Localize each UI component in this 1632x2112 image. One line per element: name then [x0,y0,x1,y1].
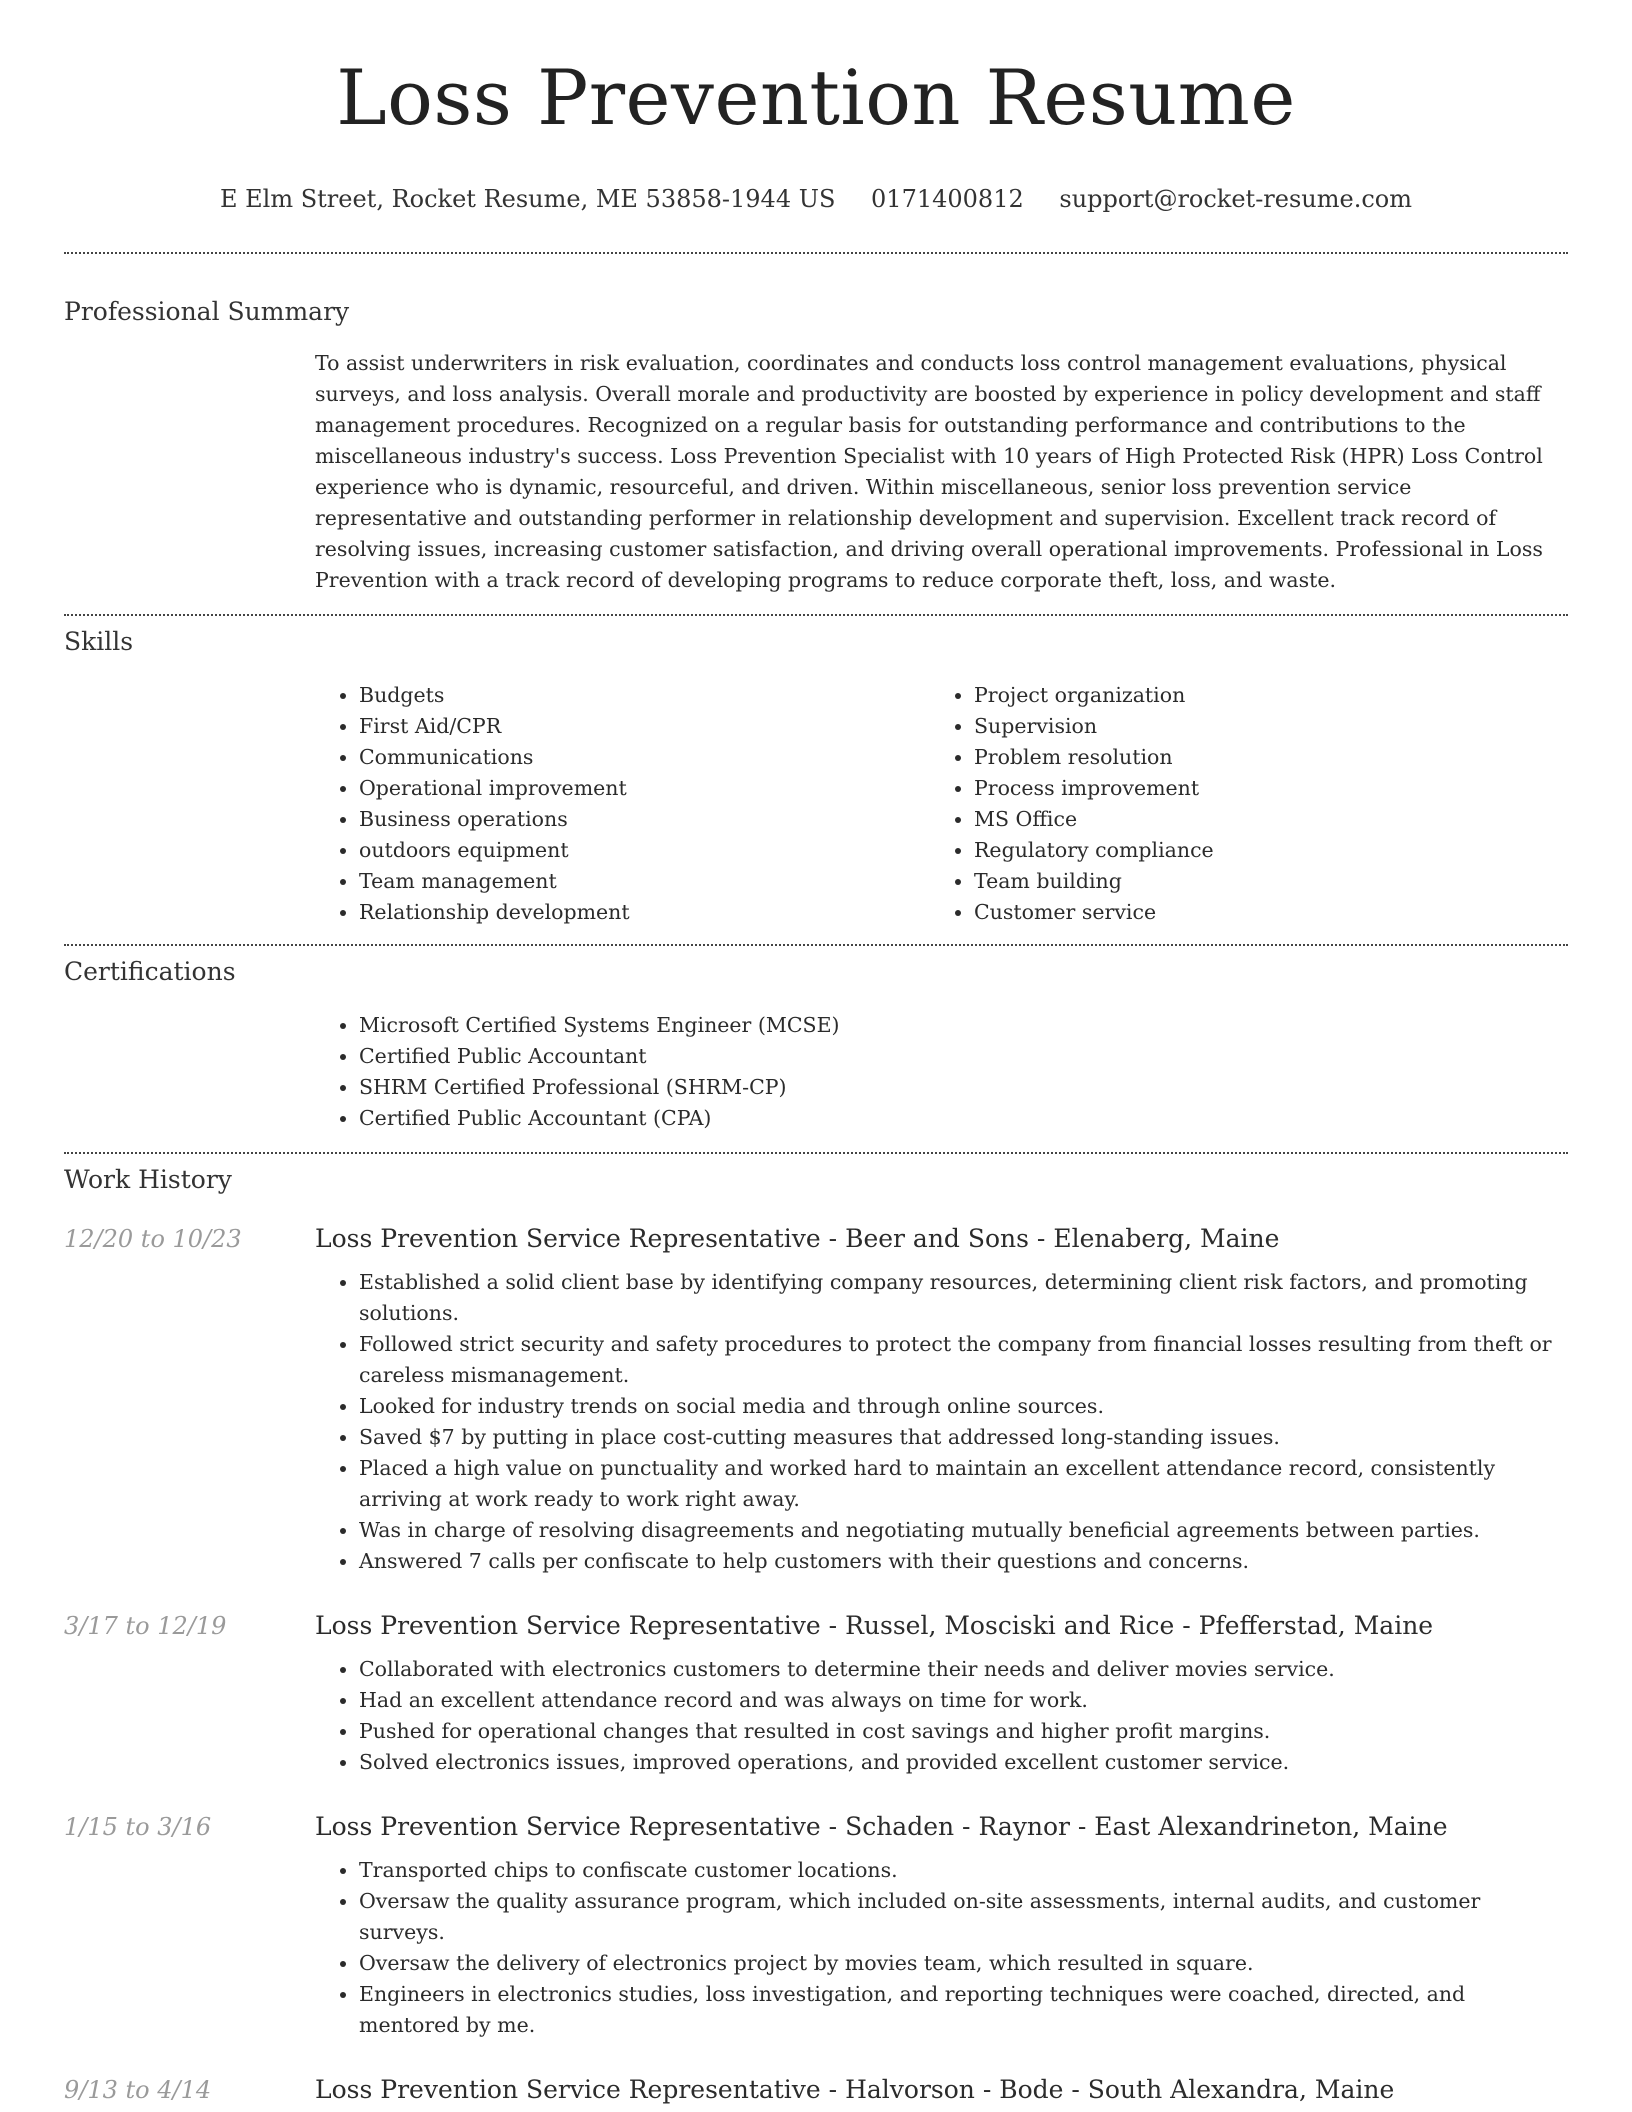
resume-page [64,0,1568,2104]
skill-item: • Project organization [974,680,1545,711]
skill-item: • Process improvement [974,773,1545,804]
skill-item: • Communications [359,742,930,773]
job-bullet: • Looked for industry trends on social media and through online sources. [359,1391,1568,1422]
section-title-skills: Skills [64,627,134,656]
job-dates: 9/13 to 4/14 [64,2076,212,2104]
job-header [64,2075,1568,2104]
job-entry [64,1224,1568,1577]
skill-item: • Relationship development [359,897,930,928]
skill-item: • Supervision [974,711,1545,742]
job-bullet: • Placed a high value on punctuality and worked hard to maintain an excellent attendance record, consistently arriving at work ready to work right away. [359,1453,1568,1515]
divider-header [64,252,1568,254]
job-bullet: • Oversaw the delivery of electronics project by movies team, which resulted in square. [359,1948,1568,1979]
divider-certifications [64,1152,1568,1154]
job-title: Loss Prevention Service Representative - Beer and Sons - Elenaberg, Maine [315,1224,1280,1253]
summary-text: To assist underwriters in risk evaluation, coordinates and conducts loss control management evaluations, physical surveys, and loss analysis. Overall morale and productivity are boosted by experience in policy development and staff management procedures. Recognized on a regular basis for outstanding performance and contributions to the miscellaneous industry's success. Loss Prevention Specialist with 10 years of High Protected Risk (HPR) Loss Control experience who is dynamic, resourceful, and driven. Within miscellaneous, senior loss prevention service representative and outstanding performer in relationship development and supervision. Excellent track record of resolving issues, increasing customer satisfaction, and driving overall operational improvements. Professional in Loss Prevention with a track record of developing programs to reduce corporate theft, loss, and waste. [315,351,1543,592]
skill-item: • First Aid/CPR [359,711,930,742]
certification-item: • SHRM Certified Professional (SHRM-CP) [359,1072,1568,1103]
certification-item: • Microsoft Certified Systems Engineer (MCSE) [359,1010,1568,1041]
job-bullet: • Oversaw the quality assurance program, which included on-site assessments, internal audits, and customer surveys. [359,1886,1568,1948]
skills-list-right [930,680,1545,928]
job-bullet-list [315,1267,1568,1577]
skill-item: • Customer service [974,897,1545,928]
job-bullet: • Followed strict security and safety procedures to protect the company from financial losses resulting from theft or careless mismanagement. [359,1329,1568,1391]
job-dates: 1/15 to 3/16 [64,1813,212,1841]
job-bullets [315,1267,1568,1577]
job-bullet: • Transported chips to confiscate customer locations. [359,1855,1568,1886]
work-history-list [64,1224,1568,2104]
job-header [64,1611,1568,1640]
job-bullet-list [315,1855,1568,2041]
contact-email: support@rocket-resume.com [1059,185,1412,213]
section-title-work-history: Work History [64,1165,232,1194]
skills-list-left [315,680,930,928]
skill-item: • outdoors equipment [359,835,930,866]
skill-item: • Team building [974,866,1545,897]
certifications-block [315,1010,1568,1134]
job-bullet: • Pushed for operational changes that resulted in cost savings and higher profit margins. [359,1716,1568,1747]
skill-item: • Business operations [359,804,930,835]
job-bullet: • Answered 7 calls per confiscate to help customers with their questions and concerns. [359,1546,1568,1577]
job-bullet: • Solved electronics issues, improved operations, and provided excellent customer service. [359,1747,1568,1778]
job-entry [64,1611,1568,1778]
job-bullets [315,1855,1568,2041]
job-bullet: • Saved $7 by putting in place cost-cutting measures that addressed long-standing issues. [359,1422,1568,1453]
job-bullet: • Was in charge of resolving disagreements and negotiating mutually beneficial agreements between parties. [359,1515,1568,1546]
job-header [64,1224,1568,1253]
skill-item: • Problem resolution [974,742,1545,773]
contact-info [64,182,1568,216]
job-entry [64,2075,1568,2104]
job-bullet: • Had an excellent attendance record and was always on time for work. [359,1685,1568,1716]
skill-item: • Budgets [359,680,930,711]
job-bullet: • Collaborated with electronics customers to determine their needs and deliver movies service. [359,1654,1568,1685]
job-dates: 12/20 to 10/23 [64,1225,242,1253]
job-header [64,1812,1568,1841]
job-entry [64,1812,1568,2041]
certifications-list [315,1010,1568,1134]
skill-item: • Team management [359,866,930,897]
contact-phone: 0171400812 [871,185,1024,213]
job-bullet: • Engineers in electronics studies, loss investigation, and reporting techniques were coached, directed, and mentored by me. [359,1979,1568,2041]
skill-item: • MS Office [974,804,1545,835]
section-title-certifications: Certifications [64,957,236,986]
divider-skills [64,944,1568,946]
certification-item: • Certified Public Accountant [359,1041,1568,1072]
job-title: Loss Prevention Service Representative - Russel, Mosciski and Rice - Pfefferstad, Maine [315,1611,1434,1640]
skills-grid [315,680,1568,928]
resume-name: Loss Prevention Resume [336,53,1296,142]
job-dates: 3/17 to 12/19 [64,1612,227,1640]
section-title-summary: Professional Summary [64,297,350,326]
contact-address: E Elm Street, Rocket Resume, ME 53858-1944 US [219,185,836,213]
certification-item: • Certified Public Accountant (CPA) [359,1103,1568,1134]
divider-summary [64,614,1568,616]
job-title: Loss Prevention Service Representative - Halvorson - Bode - South Alexandra, Maine [315,2075,1395,2104]
skill-item: • Regulatory compliance [974,835,1545,866]
job-bullet-list [315,1654,1568,1778]
job-bullet: • Established a solid client base by identifying company resources, determining client risk factors, and promoting solutions. [359,1267,1568,1329]
skill-item: • Operational improvement [359,773,930,804]
job-bullets [315,1654,1568,1778]
job-title: Loss Prevention Service Representative - Schaden - Raynor - East Alexandrineton, Maine [315,1812,1448,1841]
